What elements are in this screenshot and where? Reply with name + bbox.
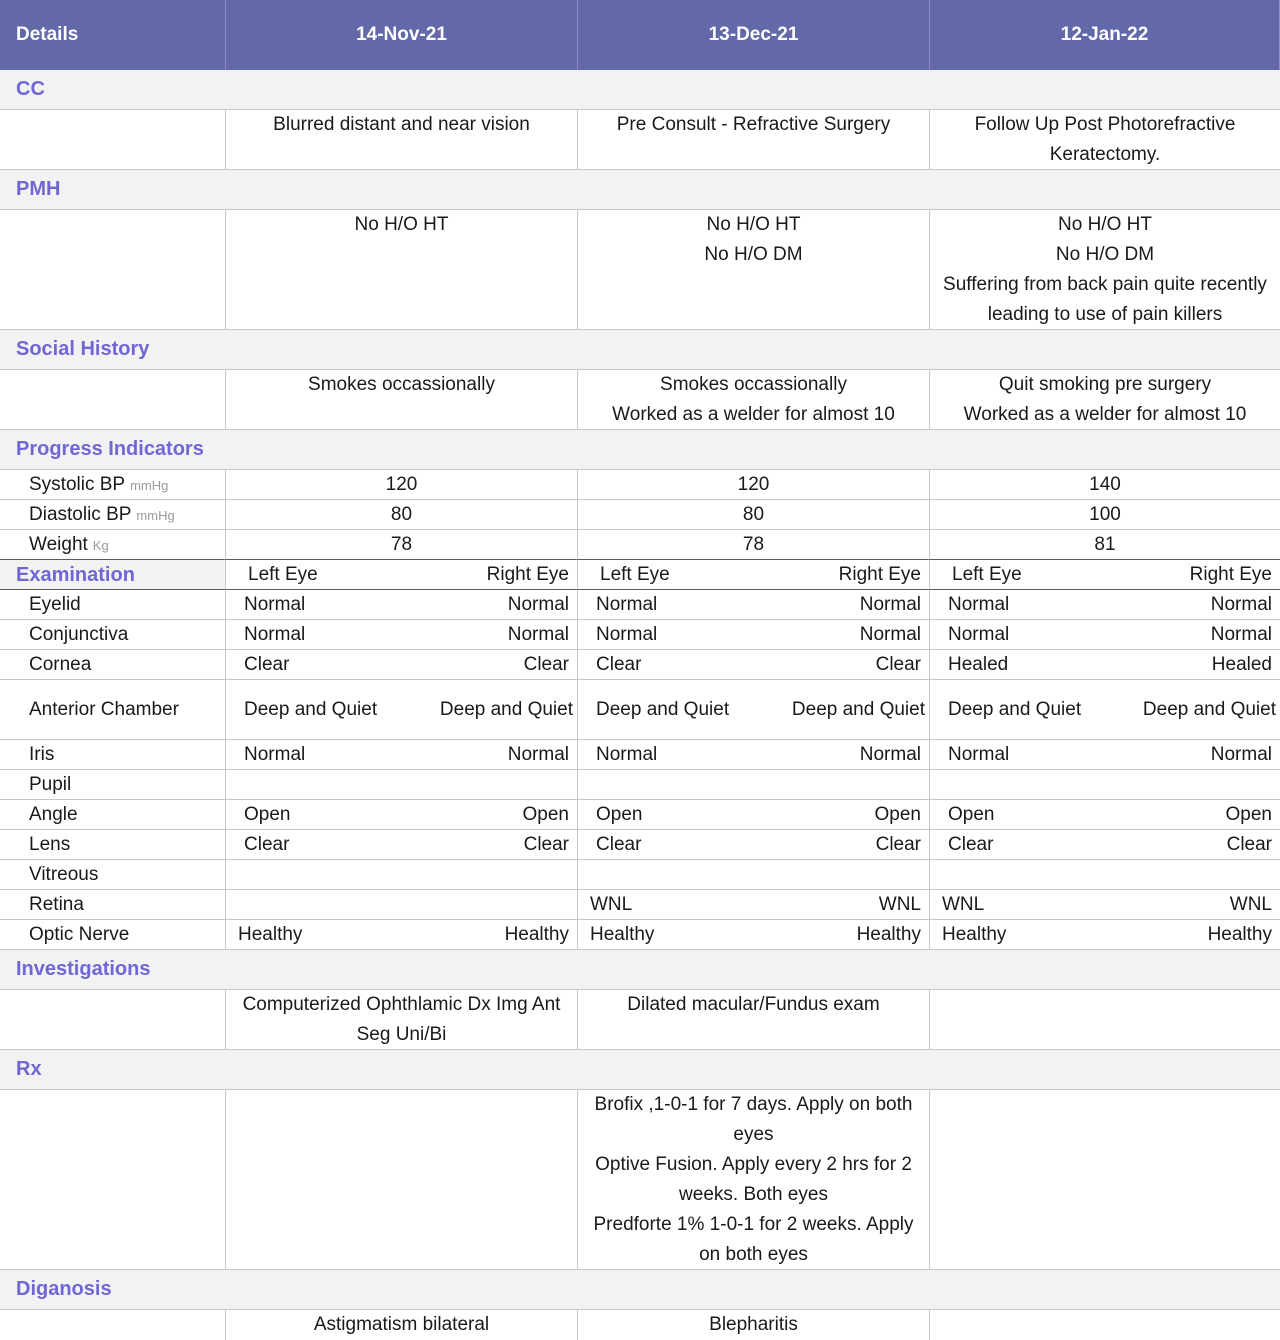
left-eye-value: Clear	[244, 654, 290, 675]
eye-header: Left Eye Right Eye	[226, 560, 578, 590]
header-date-3: 12-Jan-22	[930, 0, 1280, 70]
progress-value: 100	[930, 500, 1280, 530]
left-eye-value: Clear	[948, 834, 994, 855]
examination-value-cell	[578, 830, 930, 860]
right-eye-value: Open	[522, 804, 569, 825]
progress-value: 140	[930, 470, 1280, 500]
progress-label: Weight Kg	[0, 530, 226, 560]
right-eye-value: Open	[874, 804, 921, 825]
examination-label: Eyelid	[0, 590, 226, 620]
left-eye-value: Healthy	[590, 924, 655, 945]
examination-label: Optic Nerve	[0, 920, 226, 950]
right-eye-value: Open	[1225, 804, 1272, 825]
left-eye-value: Normal	[596, 744, 658, 765]
examination-value-cell	[226, 740, 578, 770]
header-details: Details	[0, 0, 226, 70]
left-eye-value: Normal	[948, 624, 1010, 645]
examination-row	[0, 920, 1280, 950]
examination-value-cell	[226, 890, 578, 920]
pmh-value-2: No H/O HT No H/O DM	[578, 210, 930, 330]
examination-row	[0, 680, 1280, 740]
examination-row	[0, 590, 1280, 620]
examination-value-cell	[930, 770, 1280, 800]
examination-value-cell	[930, 650, 1280, 680]
left-eye-value: Open	[948, 804, 995, 825]
examination-row	[0, 860, 1280, 890]
examination-value-cell	[226, 620, 578, 650]
right-eye-value: Deep and Quiet	[439, 698, 573, 720]
left-eye-value: Normal	[948, 744, 1010, 765]
examination-value-cell	[226, 770, 578, 800]
right-eye-value: Normal	[1210, 624, 1272, 645]
examination-value-cell	[226, 800, 578, 830]
examination-value-cell	[578, 800, 930, 830]
examination-value-cell	[578, 890, 930, 920]
rx-value-1	[226, 1090, 578, 1270]
eye-header: Left Eye Right Eye	[578, 560, 930, 590]
left-eye-value: Normal	[244, 624, 306, 645]
section-cc: CC	[0, 70, 1280, 110]
examination-label: Angle	[0, 800, 226, 830]
examination-label: Retina	[0, 890, 226, 920]
progress-value: 120	[226, 470, 578, 500]
left-eye-value: WNL	[590, 894, 633, 915]
examination-row	[0, 770, 1280, 800]
right-eye-value: Normal	[1210, 744, 1272, 765]
left-eye-value: Open	[244, 804, 291, 825]
table-header	[0, 0, 1280, 70]
left-eye-value: Normal	[948, 594, 1010, 615]
section-rx: Rx	[0, 1050, 1280, 1090]
left-eye-value: Deep and Quiet	[596, 698, 730, 720]
progress-value: 81	[930, 530, 1280, 560]
diagnosis-value-1: Astigmatism bilateral	[226, 1310, 578, 1340]
progress-value: 120	[578, 470, 930, 500]
examination-row	[0, 650, 1280, 680]
social-value-2: Smokes occassionally Worked as a welder for almost 10	[578, 370, 930, 430]
progress-label: Systolic BP mmHg	[0, 470, 226, 500]
section-diagnosis: Diganosis	[0, 1270, 1280, 1310]
progress-label: Diastolic BP mmHg	[0, 500, 226, 530]
progress-row-systolic	[0, 470, 1280, 500]
left-eye-value: Open	[596, 804, 643, 825]
examination-row	[0, 740, 1280, 770]
investigations-value-3	[930, 990, 1280, 1050]
examination-value-cell	[578, 680, 930, 740]
examination-row	[0, 830, 1280, 860]
right-eye-value: WNL	[1229, 894, 1272, 915]
right-eye-value: Normal	[507, 624, 569, 645]
social-row	[0, 370, 1280, 430]
cc-value-3: Follow Up Post Photorefractive Keratectomy.	[930, 110, 1280, 170]
examination-value-cell	[930, 620, 1280, 650]
examination-value-cell	[578, 620, 930, 650]
pmh-row	[0, 210, 1280, 330]
progress-value: 78	[226, 530, 578, 560]
examination-label: Cornea	[0, 650, 226, 680]
left-eye-value: Healthy	[942, 924, 1007, 945]
examination-value-cell	[930, 680, 1280, 740]
examination-label: Lens	[0, 830, 226, 860]
examination-value-cell	[578, 590, 930, 620]
progress-row-weight	[0, 530, 1280, 560]
examination-row	[0, 800, 1280, 830]
right-eye-value: Deep and Quiet	[1142, 698, 1276, 720]
rx-value-3	[930, 1090, 1280, 1270]
left-eye-value: Normal	[244, 594, 306, 615]
progress-value: 80	[226, 500, 578, 530]
right-eye-value: Clear	[875, 654, 921, 675]
section-investigations: Investigations	[0, 950, 1280, 990]
progress-value: 80	[578, 500, 930, 530]
examination-value-cell	[578, 770, 930, 800]
right-eye-value: Clear	[523, 834, 569, 855]
examination-value-cell	[578, 920, 930, 950]
examination-value-cell	[578, 860, 930, 890]
left-eye-value: Healed	[948, 654, 1009, 675]
diagnosis-value-2: Blepharitis	[578, 1310, 930, 1340]
left-eye-value: Clear	[596, 654, 642, 675]
examination-value-cell	[226, 860, 578, 890]
right-eye-value: Clear	[523, 654, 569, 675]
right-eye-value: Deep and Quiet	[791, 698, 925, 720]
section-pmh: PMH	[0, 170, 1280, 210]
rx-value-2: Brofix ,1-0-1 for 7 days. Apply on both eyes Optive Fusion. Apply every 2 hrs for 2 weeks. Both eyes Predforte 1% 1-0-1 for 2 weeks. Apply on both eyes	[578, 1090, 930, 1270]
left-eye-value: Normal	[596, 624, 658, 645]
right-eye-value: Healed	[1211, 654, 1272, 675]
progress-value: 78	[578, 530, 930, 560]
social-value-1: Smokes occassionally	[226, 370, 578, 430]
examination-value-cell	[930, 920, 1280, 950]
left-eye-value: Deep and Quiet	[948, 698, 1082, 720]
examination-value-cell	[930, 740, 1280, 770]
section-examination: Examination	[0, 560, 226, 590]
examination-value-cell	[930, 590, 1280, 620]
left-eye-value: Clear	[596, 834, 642, 855]
examination-value-cell	[226, 590, 578, 620]
examination-value-cell	[930, 890, 1280, 920]
examination-label: Anterior Chamber	[0, 680, 226, 740]
right-eye-value: Normal	[859, 624, 921, 645]
rx-row	[0, 1090, 1280, 1270]
rx-label	[0, 1090, 226, 1270]
left-eye-value: Clear	[244, 834, 290, 855]
right-eye-value: WNL	[878, 894, 921, 915]
right-eye-value: Normal	[1210, 594, 1272, 615]
header-date-1: 14-Nov-21	[226, 0, 578, 70]
examination-value-cell	[578, 650, 930, 680]
investigations-label	[0, 990, 226, 1050]
right-eye-value: Clear	[1226, 834, 1272, 855]
right-eye-value: Healthy	[856, 924, 921, 945]
examination-row	[0, 890, 1280, 920]
social-label	[0, 370, 226, 430]
examination-value-cell	[930, 830, 1280, 860]
cc-label	[0, 110, 226, 170]
social-value-3: Quit smoking pre surgery Worked as a welder for almost 10	[930, 370, 1280, 430]
examination-value-cell	[226, 920, 578, 950]
section-progress-indicators: Progress Indicators	[0, 430, 1280, 470]
examination-label: Vitreous	[0, 860, 226, 890]
examination-value-cell	[226, 650, 578, 680]
examination-value-cell	[226, 830, 578, 860]
pmh-value-1: No H/O HT	[226, 210, 578, 330]
investigations-value-1: Computerized Ophthlamic Dx Img Ant Seg Uni/Bi	[226, 990, 578, 1050]
investigations-row	[0, 990, 1280, 1050]
cc-row	[0, 110, 1280, 170]
cc-value-2: Pre Consult - Refractive Surgery	[578, 110, 930, 170]
right-eye-value: Healthy	[1207, 924, 1272, 945]
examination-label: Conjunctiva	[0, 620, 226, 650]
header-date-2: 13-Dec-21	[578, 0, 930, 70]
examination-label: Iris	[0, 740, 226, 770]
diagnosis-row	[0, 1310, 1280, 1340]
examination-header-row	[0, 560, 1280, 590]
right-eye-value: Normal	[507, 744, 569, 765]
right-eye-value: Normal	[859, 594, 921, 615]
diagnosis-value-3	[930, 1310, 1280, 1340]
diagnosis-label	[0, 1310, 226, 1340]
left-eye-value: Normal	[596, 594, 658, 615]
right-eye-value: Clear	[875, 834, 921, 855]
section-social-history: Social History	[0, 330, 1280, 370]
pmh-value-3: No H/O HT No H/O DM Suffering from back pain quite recently leading to use of pain killers	[930, 210, 1280, 330]
examination-value-cell	[578, 740, 930, 770]
examination-value-cell	[930, 800, 1280, 830]
examination-value-cell	[226, 680, 578, 740]
investigations-value-2: Dilated macular/Fundus exam	[578, 990, 930, 1050]
left-eye-value: Healthy	[238, 924, 303, 945]
left-eye-value: WNL	[942, 894, 985, 915]
examination-label: Pupil	[0, 770, 226, 800]
progress-row-diastolic	[0, 500, 1280, 530]
left-eye-value: Deep and Quiet	[244, 698, 378, 720]
pmh-label	[0, 210, 226, 330]
left-eye-value: Normal	[244, 744, 306, 765]
right-eye-value: Normal	[507, 594, 569, 615]
cc-value-1: Blurred distant and near vision	[226, 110, 578, 170]
right-eye-value: Normal	[859, 744, 921, 765]
eye-header: Left Eye Right Eye	[930, 560, 1280, 590]
examination-value-cell	[930, 860, 1280, 890]
examination-rows	[0, 590, 1280, 950]
right-eye-value: Healthy	[504, 924, 569, 945]
examination-row	[0, 620, 1280, 650]
